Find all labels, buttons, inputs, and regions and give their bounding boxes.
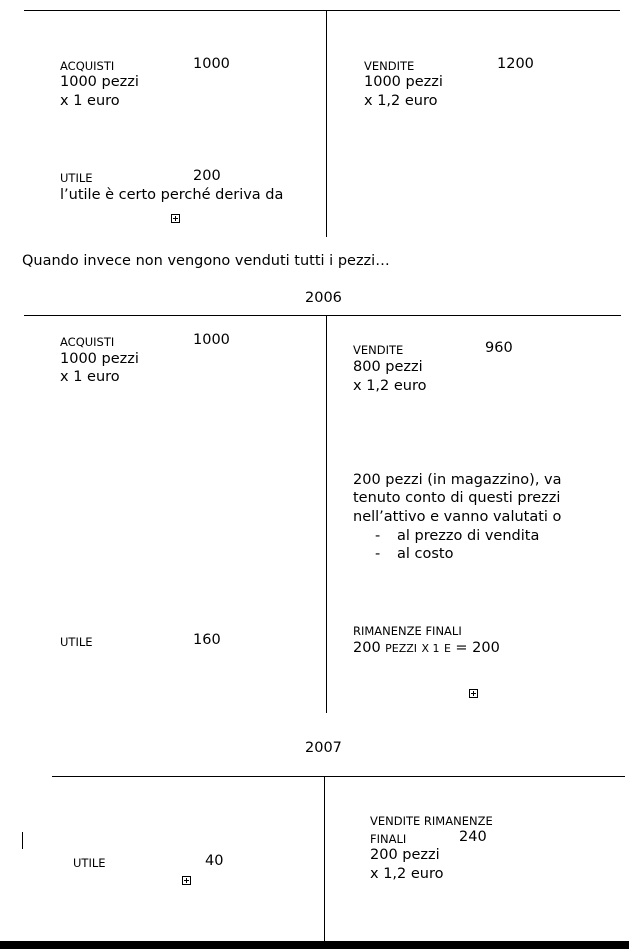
t2-expand-icon[interactable] (469, 689, 478, 698)
t3-line1: 200 pezzi (370, 847, 440, 863)
t2-vendite-line2: x 1,2 euro (353, 378, 427, 394)
t2-year-heading: 2006 (305, 290, 342, 306)
t3-expand-icon[interactable] (182, 876, 191, 885)
t2-utile-label: UTILE (60, 635, 93, 649)
t2-rim-e: E (443, 642, 451, 655)
t3-top-rule (52, 776, 625, 777)
t2-acquisti-line2: x 1 euro (60, 369, 120, 385)
t2-rim-pezzi: PEZZI (385, 642, 418, 655)
t1-acquisti-line1: 1000 pezzi (60, 74, 139, 90)
t1-acquisti-line2: x 1 euro (60, 93, 120, 109)
t1-utile-value: 200 (193, 168, 221, 184)
t2-vendite-value: 960 (485, 340, 513, 356)
bottom-bar (0, 941, 629, 949)
t2-rimanenze-formula (353, 639, 500, 658)
t2-top-rule (24, 315, 621, 316)
t3-year-heading: 2007 (305, 740, 342, 756)
t3-utile-label: UTILE (73, 856, 106, 870)
t3-value: 240 (459, 829, 487, 845)
t1-utile-label: UTILE (60, 171, 93, 185)
t2-acquisti-label: ACQUISTI (60, 335, 115, 349)
t1-expand-icon[interactable] (171, 214, 180, 223)
t2-rim-qty: 200 (353, 640, 381, 656)
t2-bullet-item: al prezzo di vendita (397, 528, 540, 544)
t1-acquisti-value: 1000 (193, 56, 230, 72)
t2-vendite-label: VENDITE (353, 343, 404, 357)
t2-note-line: tenuto conto di questi prezzi (353, 490, 561, 506)
t3-label-line1: VENDITE RIMANENZE (370, 814, 493, 828)
t1-vendite-label: VENDITE (364, 59, 415, 73)
t1-top-rule (24, 10, 620, 11)
t2-acquisti-line1: 1000 pezzi (60, 351, 139, 367)
t2-divider (326, 315, 327, 713)
intro-sentence: Quando invece non vengono venduti tutti i pezzi… (22, 253, 390, 269)
t2-rim-result: = 200 (455, 640, 500, 656)
t3-label-line2: FINALI (370, 832, 407, 846)
t1-acquisti-label: ACQUISTI (60, 59, 115, 73)
t1-vendite-value: 1200 (497, 56, 534, 72)
t1-divider (326, 10, 327, 237)
t2-acquisti-value: 1000 (193, 332, 230, 348)
t2-note-line: 200 pezzi (in magazzino), va (353, 472, 562, 488)
t2-vendite-line1: 800 pezzi (353, 359, 423, 375)
t2-note-line: nell’attivo e vanno valutati o (353, 509, 562, 525)
t3-utile-value: 40 (205, 853, 224, 869)
t2-utile-value: 160 (193, 632, 221, 648)
t1-vendite-line2: x 1,2 euro (364, 93, 438, 109)
text-cursor (22, 832, 23, 849)
t3-line2: x 1,2 euro (370, 866, 444, 882)
t2-bullet-marker: - (375, 546, 381, 562)
t2-rimanenze-label: RIMANENZE FINALI (353, 624, 462, 638)
t1-vendite-line1: 1000 pezzi (364, 74, 443, 90)
t2-bullet-marker: - (375, 528, 381, 544)
t1-utile-note: l’utile è certo perché deriva da (60, 187, 284, 203)
t3-divider (324, 776, 325, 942)
t2-bullet-item: al costo (397, 546, 454, 562)
t2-rim-x1: X 1 (421, 642, 440, 655)
